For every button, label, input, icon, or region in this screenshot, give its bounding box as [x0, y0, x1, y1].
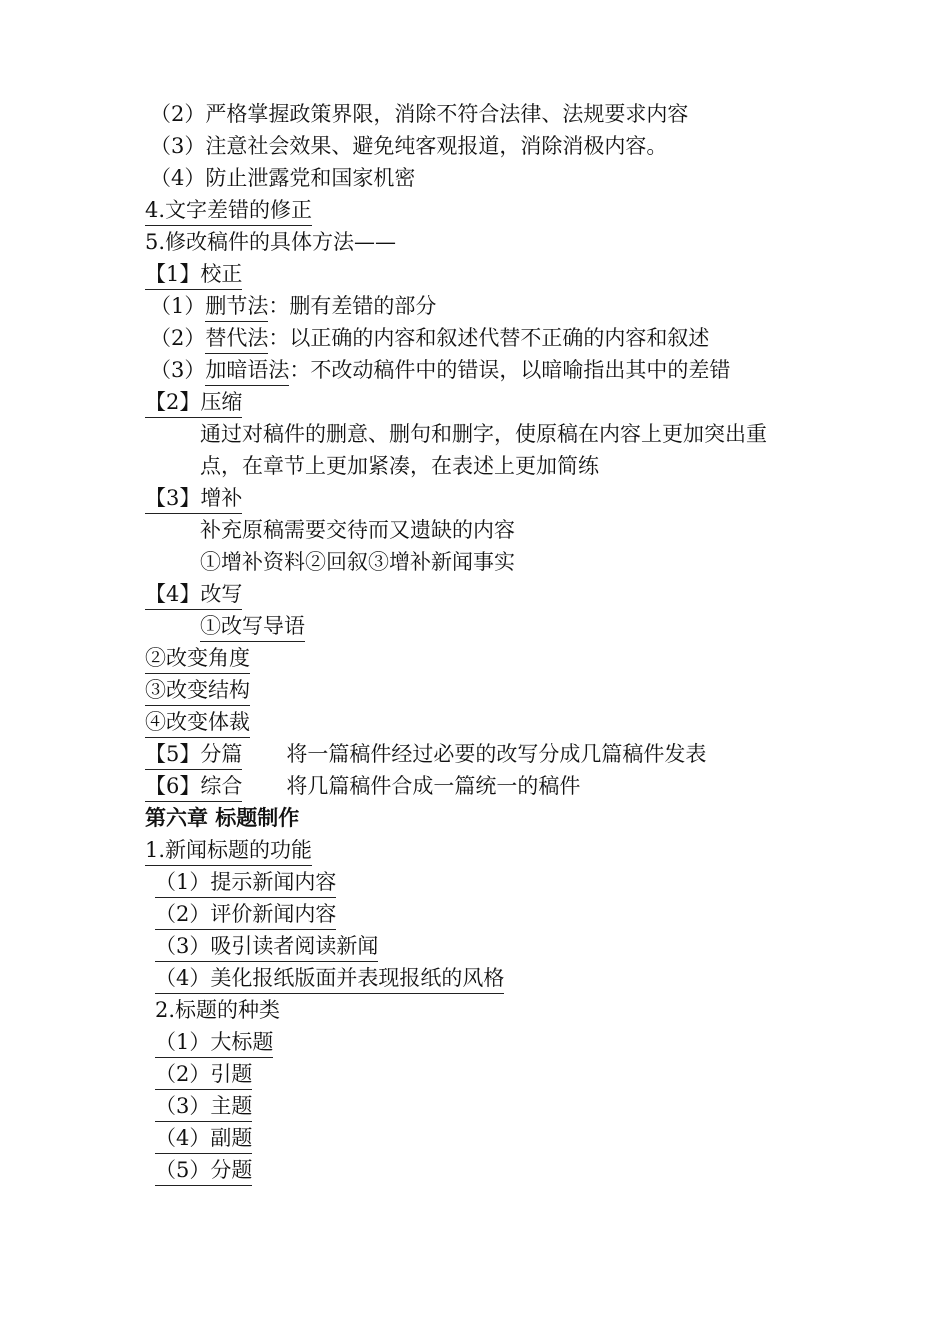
section-heading [145, 834, 312, 866]
subsection-heading [145, 738, 706, 770]
item-number: （2） [150, 326, 206, 350]
list-item [150, 290, 436, 322]
list-item [155, 930, 378, 962]
list-item [155, 1058, 252, 1090]
item-number: （3） [150, 358, 206, 382]
item-text: ：以正确的内容和叙述代替不正确的内容和叙述 [268, 326, 710, 350]
list-item [150, 354, 730, 386]
subsection-heading [145, 482, 242, 514]
item-text: （1）提示新闻内容 [155, 867, 336, 898]
paragraph-line: ①增补资料②回叙③增补新闻事实 [200, 550, 515, 574]
subsection-heading [145, 770, 580, 802]
list-item [145, 674, 250, 706]
heading-text: 【3】增补 [145, 483, 242, 514]
list-item [155, 1154, 252, 1186]
item-term: 删节法 [205, 291, 268, 322]
item-term: 加暗语法 [205, 355, 289, 386]
item-text: （3）吸引读者阅读新闻 [155, 931, 378, 962]
list-item: （3）注意社会效果、避免纯客观报道，消除消极内容。 [150, 134, 668, 158]
item-text: （5）分题 [155, 1155, 252, 1186]
section-heading: 5.修改稿件的具体方法—— [145, 230, 397, 254]
item-text: （2）评价新闻内容 [155, 899, 336, 930]
heading-text: 【2】压缩 [145, 387, 242, 418]
list-item [145, 642, 250, 674]
list-item [155, 962, 504, 994]
section-heading [145, 194, 312, 226]
list-item [155, 898, 336, 930]
heading-text: 【5】分篇 [145, 739, 242, 770]
chapter-title: 第六章 标题制作 [145, 806, 300, 830]
item-text: （4）副题 [155, 1123, 252, 1154]
item-term: 替代法 [205, 323, 268, 354]
item-text: ②改变角度 [145, 643, 250, 674]
heading-text: 【6】综合 [145, 771, 242, 802]
subsection-heading [145, 258, 242, 290]
item-text: ④改变体裁 [145, 707, 250, 738]
list-item: （4）防止泄露党和国家机密 [150, 166, 416, 190]
item-text: （4）美化报纸版面并表现报纸的风格 [155, 963, 504, 994]
list-item [200, 610, 305, 642]
list-item [155, 1090, 252, 1122]
heading-text: 【4】改写 [145, 579, 242, 610]
item-text: 将几篇稿件合成一篇统一的稿件 [286, 774, 581, 798]
item-text: ：删有差错的部分 [268, 294, 437, 318]
list-item [150, 322, 709, 354]
heading-text: 1.新闻标题的功能 [145, 835, 312, 866]
list-item [155, 1026, 273, 1058]
item-text: ①改写导语 [200, 611, 305, 642]
paragraph-line: 点，在章节上更加紧凑，在表述上更加简练 [200, 454, 599, 478]
item-text: （1）大标题 [155, 1027, 273, 1058]
list-item [145, 706, 250, 738]
list-item [155, 1122, 252, 1154]
paragraph-line: 通过对稿件的删意、删句和删字，使原稿在内容上更加突出重 [200, 422, 767, 446]
item-text: （3）主题 [155, 1091, 252, 1122]
item-number: （1） [150, 294, 206, 318]
heading-text: 【1】校正 [145, 259, 242, 290]
heading-text: 4.文字差错的修正 [145, 195, 312, 226]
paragraph-line: 补充原稿需要交待而又遗缺的内容 [200, 518, 515, 542]
item-text: ③改变结构 [145, 675, 250, 706]
subsection-heading [145, 578, 242, 610]
item-text: ：不改动稿件中的错误，以暗喻指出其中的差错 [289, 358, 731, 382]
subsection-heading [145, 386, 242, 418]
item-text: （2）引题 [155, 1059, 252, 1090]
item-text: 将一篇稿件经过必要的改写分成几篇稿件发表 [286, 742, 707, 766]
list-item [155, 866, 336, 898]
list-item: （2）严格掌握政策界限，消除不符合法律、法规要求内容 [150, 102, 689, 126]
section-heading: 2.标题的种类 [155, 998, 281, 1022]
